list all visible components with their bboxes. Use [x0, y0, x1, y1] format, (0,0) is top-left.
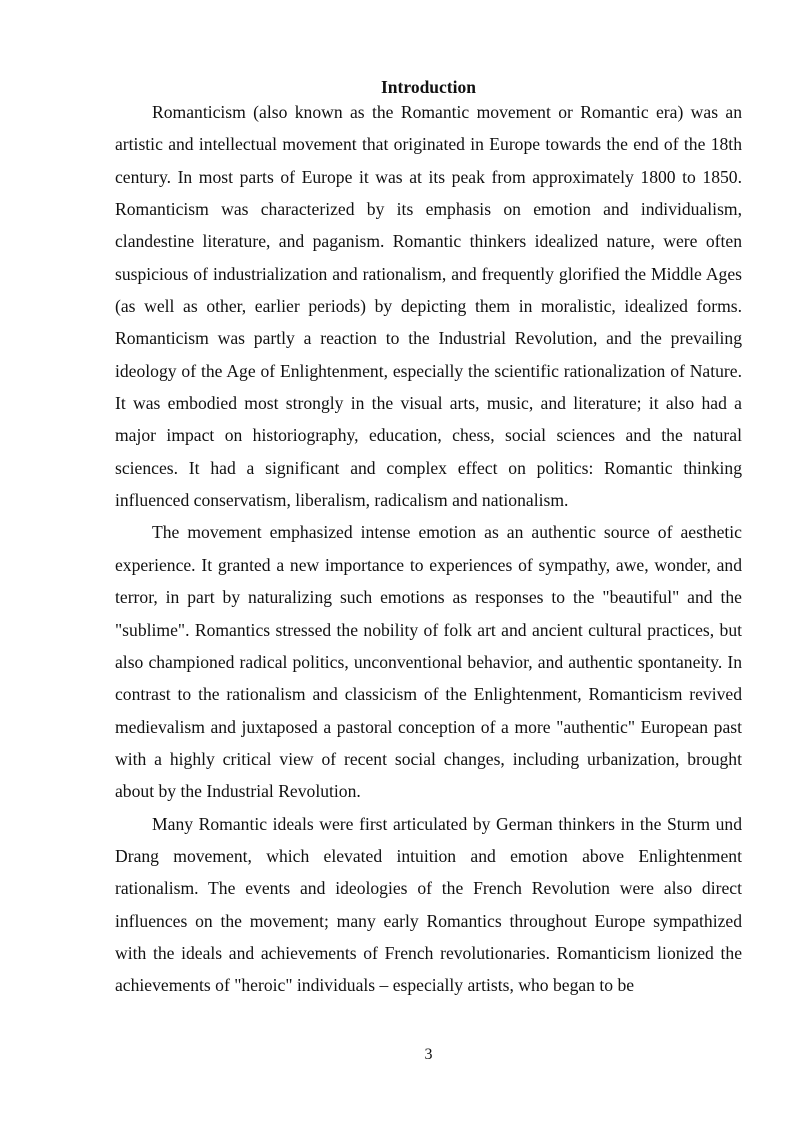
paragraph-2: The movement emphasized intense emotion as an authentic source of aesthetic experience. It granted a new importance to experiences of sympathy, awe, wonder, and terror, in part by naturalizing such emotions as responses to the "beautiful" and the "sublime". Romantics stressed the nobility of folk art and ancient cultural practices, but also championed radical politics, unconventional behavior, and authentic spontaneity. In contrast to the rationalism and classicism of the Enlightenment, Romanticism revived medievalism and juxtaposed a pastoral conception of a more "authentic" European past with a highly critical view of recent social changes, including urbanization, brought about by the Industrial Revolution.: [115, 522, 742, 802]
page-number: 3: [424, 1046, 433, 1063]
paragraph-1: Romanticism (also known as the Romantic movement or Romantic era) was an artistic and intellectual movement that originated in Europe towards the end of the 18th century. In most parts of Europe it was at its peak from approximately 1800 to 1850. Romanticism was characterized by its emphasis on emotion and individualism, clandestine literature, and paganism. Romantic thinkers idealized nature, were often suspicious of industrialization and rationalism, and frequently glorified the Middle Ages (as well as other, earlier periods) by depicting them in moralistic, idealized forms. Romanticism was partly a reaction to the Industrial Revolution, and the prevailing ideology of the Age of Enlightenment, especially the scientific rationalization of Nature. It was embodied most strongly in the visual arts, music, and literature; it also had a major impact on historiography, education, chess, social sciences and the natural sciences. It had a significant and complex effect on politics: Romantic thinking influenced conservatism, liberalism, radicalism and nationalism.: [115, 102, 742, 511]
page-title: Introduction: [381, 77, 476, 97]
body-text: [115, 96, 742, 1002]
paragraph-3: Many Romantic ideals were first articulated by German thinkers in the Sturm und Drang movement, which elevated intuition and emotion above Enlightenment rationalism. The events and ideologies of the French Revolution were also direct influences on the movement; many early Romantics throughout Europe sympathized with the ideals and achievements of French revolutionaries. Romanticism lionized the achievements of "heroic" individuals – especially artists, who began to be: [115, 813, 742, 996]
